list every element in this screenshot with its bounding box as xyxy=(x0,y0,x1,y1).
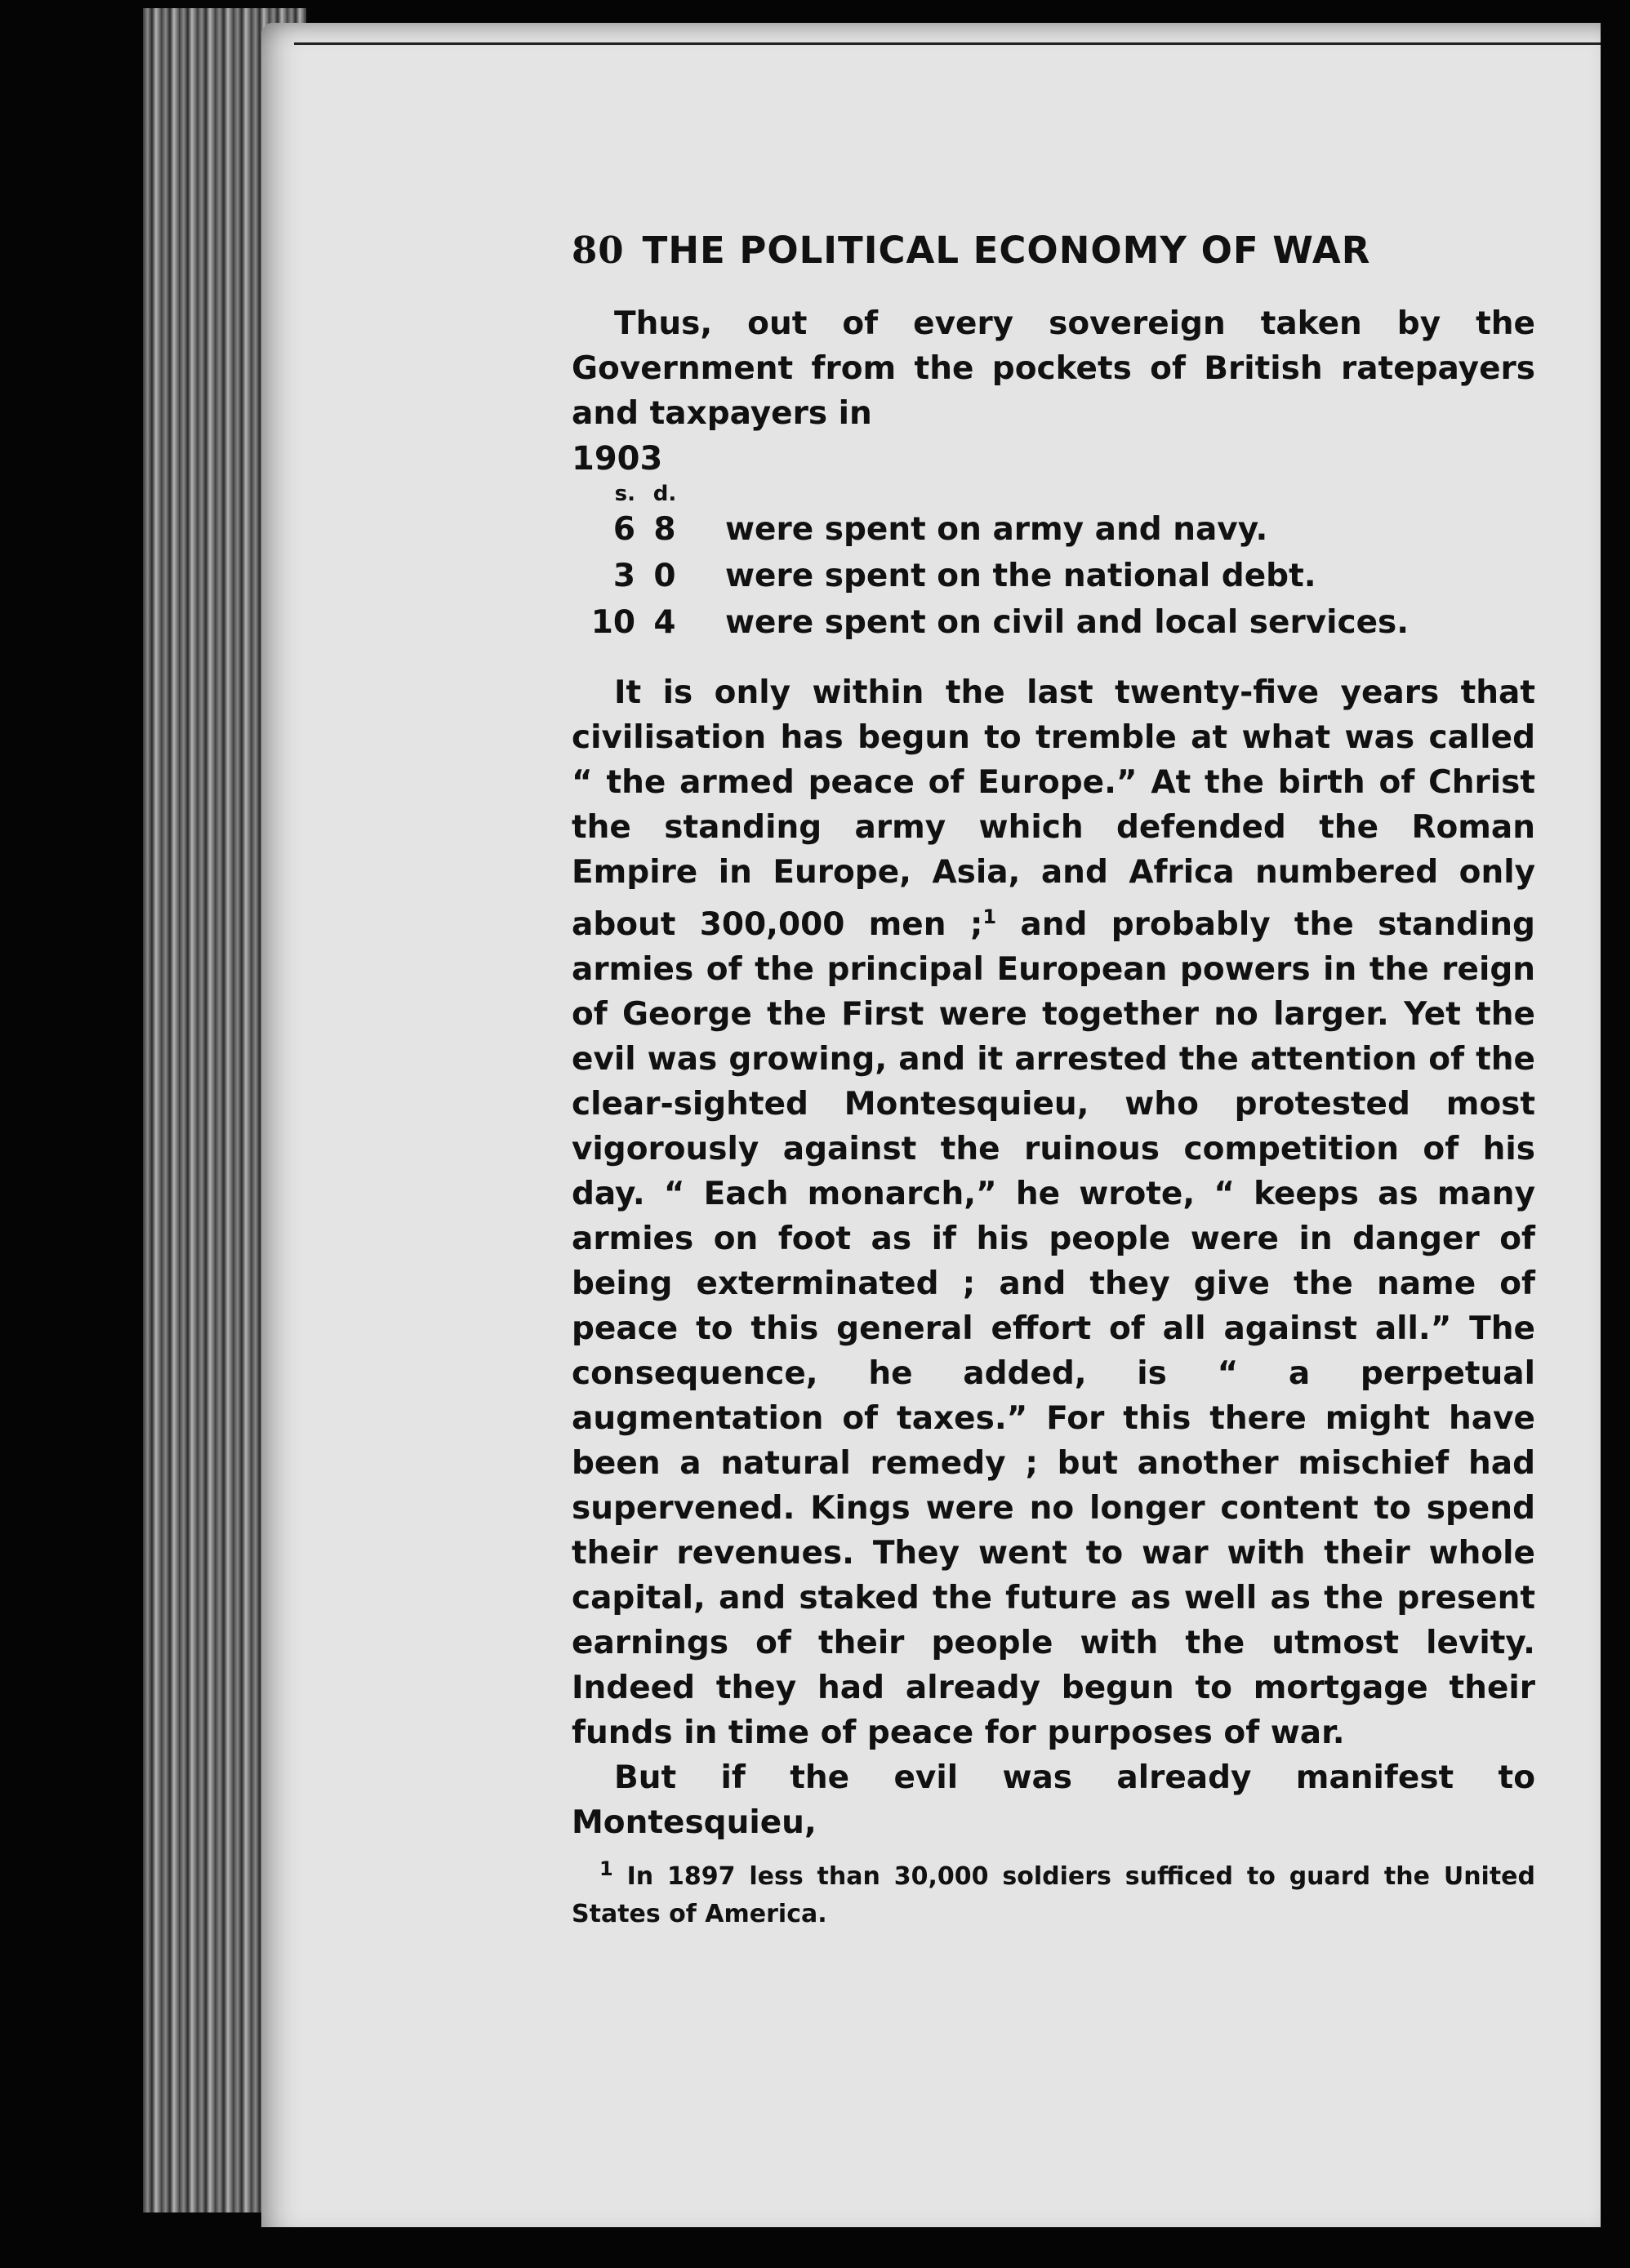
footnote-text: In 1897 less than 30,000 soldiers sufficed to guard the United States of America. xyxy=(572,1862,1535,1928)
page-number: 80 xyxy=(572,229,625,272)
page-content xyxy=(572,229,1535,1958)
table-row xyxy=(572,599,1535,646)
row-description: were spent on the national debt. xyxy=(725,558,1316,594)
footnote-mark: 1 xyxy=(599,1857,613,1880)
table-header-row xyxy=(572,482,1535,506)
shillings-value: 6 xyxy=(612,511,635,548)
pence-value: 0 xyxy=(653,558,676,594)
running-header xyxy=(572,229,1535,272)
year-label: 1903 xyxy=(572,440,663,478)
paragraph-text: It is only within the last twenty-five years that civilisation has begun to tremble at what was called “ the armed peace of Europe.” At the birth of Christ the standing army which defended the Roman Empire in Europe, Asia, and Africa numbered only about 300,000 men ; xyxy=(572,674,1535,943)
page-top-border xyxy=(294,42,1601,45)
row-description: were spent on civil and local services. xyxy=(725,604,1410,641)
table-row xyxy=(572,506,1535,553)
pence-value: 4 xyxy=(653,604,676,641)
pence-value: 8 xyxy=(653,511,676,548)
footnote-reference: 1 xyxy=(982,905,997,928)
row-description: were spent on army and navy. xyxy=(725,511,1268,548)
body-paragraph-2: But if the evil was already manifest to Montesquieu, xyxy=(572,1759,1535,1841)
shillings-value: 10 xyxy=(590,604,635,641)
shillings-value: 3 xyxy=(612,558,635,594)
table-row xyxy=(572,553,1535,599)
body-paragraph xyxy=(572,670,1535,1755)
footnote xyxy=(572,1850,1535,1933)
pence-column-header: d. xyxy=(652,482,677,506)
paragraph-text-continued: and probably the standing armies of the principal European powers in the reign of George the First were together no larger. Yet the evil was growing, and it arrested the attention of the clear-sighted Montesquieu, who protested most vigorously against the ruinous competition of his day. “ Each monarch,” he wrote, “ keeps as many armies on foot as if his people were in danger of being exterminated ; and they give the name of peace to this general effort of all against all.” The consequence, he added, is “ a perpetual augmentation of taxes.” For this there might have been a natural remedy ; but another mischief had supervened. Kings were no longer content to spend their revenues. They went to war with their whole capital, and staked the future as well as the present earnings of their people with the utmost levity. Indeed they had already begun to mortgage their funds in time of peace for purposes of war. xyxy=(572,906,1535,1751)
intro-paragraph: Thus, out of every sovereign taken by the Government from the pockets of British ratepayers and taxpayers in xyxy=(572,305,1535,432)
running-title: THE POLITICAL ECONOMY OF WAR xyxy=(642,229,1371,272)
expenditure-table xyxy=(572,482,1535,646)
shillings-column-header: s. xyxy=(614,482,635,506)
